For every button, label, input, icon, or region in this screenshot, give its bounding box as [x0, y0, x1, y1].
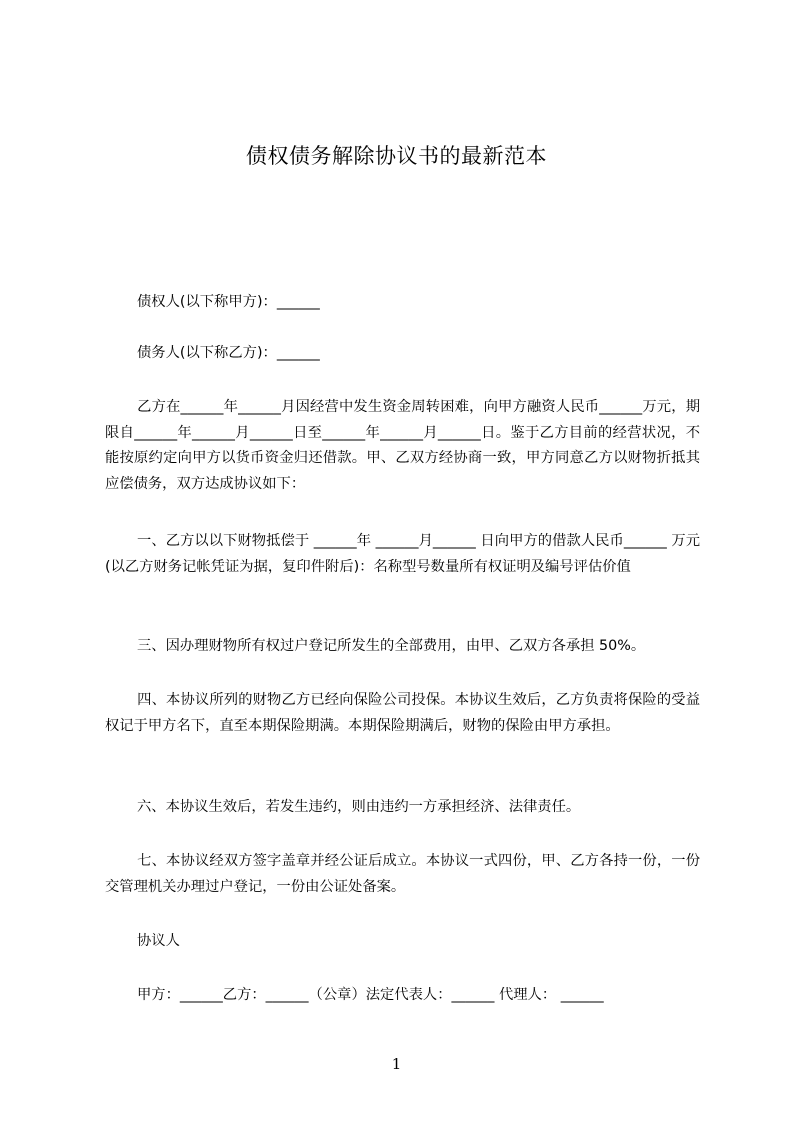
paragraph-clause-1 — [105, 529, 700, 580]
paragraph-text: 甲方：______乙方：______（公章）法定代表人：______ 代理人： ______ — [137, 987, 604, 1003]
paragraph-debtor — [105, 341, 700, 367]
paragraph-text: 协议人 — [137, 933, 180, 949]
paragraph-text: 乙方在______年______月因经营中发生资金周转困难，向甲方融资人民币______万元，期限自______年______月______日至______年______月______日。鉴于乙方目前的经营状况，不能按原约定向甲方以货币资金归还借款。甲、乙双方经协商一致，甲方同意乙方以财物折抵其应偿债务，双方达成协议如下： — [105, 399, 700, 492]
paragraph-preamble — [105, 395, 700, 497]
document-title: 债权债务解除协议书的最新范本 — [246, 144, 547, 168]
paragraph-signature-line — [105, 983, 700, 1009]
paragraph-text: 七、本协议经双方签字盖章并经公证后成立。本协议一式四份，甲、乙方各持一份，一份交管理机关办理过户登记，一份由公证处备案。 — [105, 853, 700, 895]
paragraph-clause-7 — [105, 849, 700, 900]
paragraph-clause-3 — [105, 634, 700, 660]
paragraph-clause-6 — [105, 795, 700, 821]
paragraph-text: 债务人(以下称乙方)：______ — [137, 345, 320, 361]
paragraph-creditor — [105, 290, 700, 316]
page-number: 1 — [391, 1055, 402, 1073]
paragraph-signatories-heading — [105, 929, 700, 955]
paragraph-text: 三、因办理财物所有权过户登记所发生的全部费用，由甲、乙双方各承担 50%。 — [137, 638, 646, 654]
paragraph-text: 一、乙方以以下财物抵偿于 ______年 ______月______ 日向甲方的借款人民币______ 万元(以乙方财务记帐凭证为据，复印件附后)：名称型号数量所有权证明及编号评估价值 — [105, 533, 700, 575]
paragraph-text: 六、本协议生效后，若发生违约，则由违约一方承担经济、法律责任。 — [137, 799, 581, 815]
paragraph-text: 债权人(以下称甲方)：______ — [137, 294, 320, 310]
paragraph-text: 四、本协议所列的财物乙方已经向保险公司投保。本协议生效后，乙方负责将保险的受益权记于甲方名下，直至本期保险期满。本期保险期满后，财物的保险由甲方承担。 — [105, 692, 700, 734]
paragraph-clause-4 — [105, 688, 700, 739]
